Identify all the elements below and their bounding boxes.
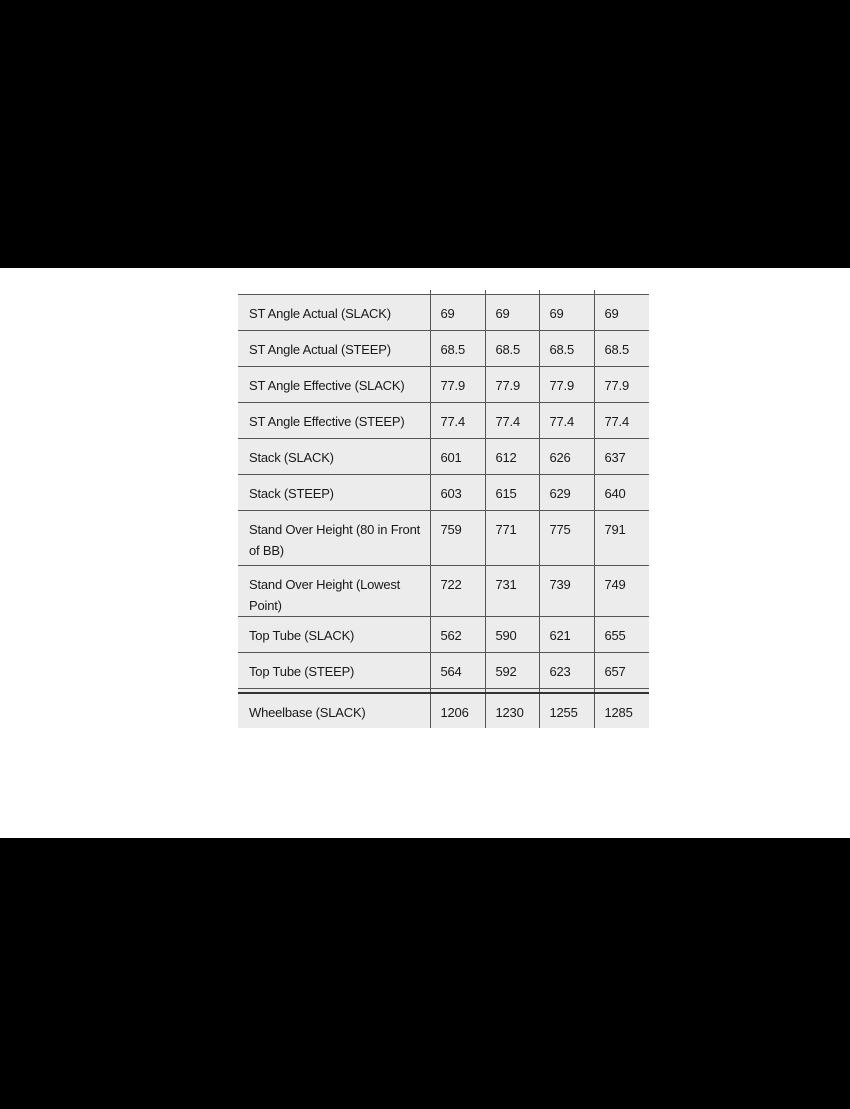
row-value: 77.4: [594, 403, 649, 439]
row-value: 771: [485, 511, 539, 566]
row-value: 775: [539, 511, 594, 566]
table-section-gap: [238, 689, 649, 692]
top-black-band: [0, 0, 850, 268]
table-row: [238, 439, 649, 475]
table-top-edge: [238, 290, 649, 294]
row-value: 657: [594, 653, 649, 689]
table-row: [238, 653, 649, 689]
row-value: 601: [430, 439, 485, 475]
row-value: 564: [430, 653, 485, 689]
table-row: [238, 331, 649, 367]
row-value: 637: [594, 439, 649, 475]
row-value: 68.5: [430, 331, 485, 367]
geometry-table-section: [238, 268, 649, 728]
row-value: 69: [594, 295, 649, 331]
row-value: 629: [539, 475, 594, 511]
row-value: 731: [485, 566, 539, 617]
row-value: 77.4: [539, 403, 594, 439]
table-row: [238, 367, 649, 403]
row-value: 77.9: [430, 367, 485, 403]
row-label: Wheelbase (SLACK): [249, 705, 366, 720]
row-label: Stand Over Height (Lowest Point): [249, 577, 401, 613]
row-value: 1255: [539, 693, 594, 728]
row-value: 615: [485, 475, 539, 511]
row-value: 626: [539, 439, 594, 475]
row-value: 621: [539, 617, 594, 653]
table-row: [238, 295, 649, 331]
row-value: 655: [594, 617, 649, 653]
row-value: 1230: [485, 693, 539, 728]
row-value: 623: [539, 653, 594, 689]
geometry-table-continuation: [238, 692, 649, 728]
row-label: ST Angle Effective (SLACK): [249, 378, 405, 393]
row-value: 1285: [594, 693, 649, 728]
row-value: 1206: [430, 693, 485, 728]
wheelbase-row: [238, 693, 649, 728]
row-value: 739: [539, 566, 594, 617]
row-value: 791: [594, 511, 649, 566]
row-value: 590: [485, 617, 539, 653]
row-label: ST Angle Effective (STEEP): [249, 414, 405, 429]
row-value: 603: [430, 475, 485, 511]
row-value: 68.5: [594, 331, 649, 367]
row-value: 612: [485, 439, 539, 475]
row-value: 562: [430, 617, 485, 653]
row-value: 77.9: [594, 367, 649, 403]
row-value: 69: [539, 295, 594, 331]
row-value: 69: [485, 295, 539, 331]
row-label: Stack (STEEP): [249, 486, 334, 501]
row-value: 749: [594, 566, 649, 617]
row-label: ST Angle Actual (STEEP): [249, 342, 391, 357]
row-value: 77.9: [485, 367, 539, 403]
table-row: [238, 403, 649, 439]
row-value: 722: [430, 566, 485, 617]
row-label: Top Tube (STEEP): [249, 664, 355, 679]
row-value: 69: [430, 295, 485, 331]
row-label: Top Tube (SLACK): [249, 628, 355, 643]
row-label: ST Angle Actual (SLACK): [249, 306, 391, 321]
row-value: 68.5: [539, 331, 594, 367]
row-label: Stack (SLACK): [249, 450, 334, 465]
table-row: [238, 475, 649, 511]
table-row: [238, 511, 649, 566]
row-value: 77.4: [430, 403, 485, 439]
row-value: 77.4: [485, 403, 539, 439]
table-row: [238, 617, 649, 653]
geometry-table: [238, 294, 649, 689]
row-value: 759: [430, 511, 485, 566]
row-label: Stand Over Height (80 in Front of BB): [249, 522, 421, 558]
content-area: [0, 268, 850, 838]
row-value: 592: [485, 653, 539, 689]
row-value: 68.5: [485, 331, 539, 367]
row-value: 77.9: [539, 367, 594, 403]
table-row: [238, 566, 649, 617]
row-value: 640: [594, 475, 649, 511]
bottom-black-band: [0, 838, 850, 1109]
